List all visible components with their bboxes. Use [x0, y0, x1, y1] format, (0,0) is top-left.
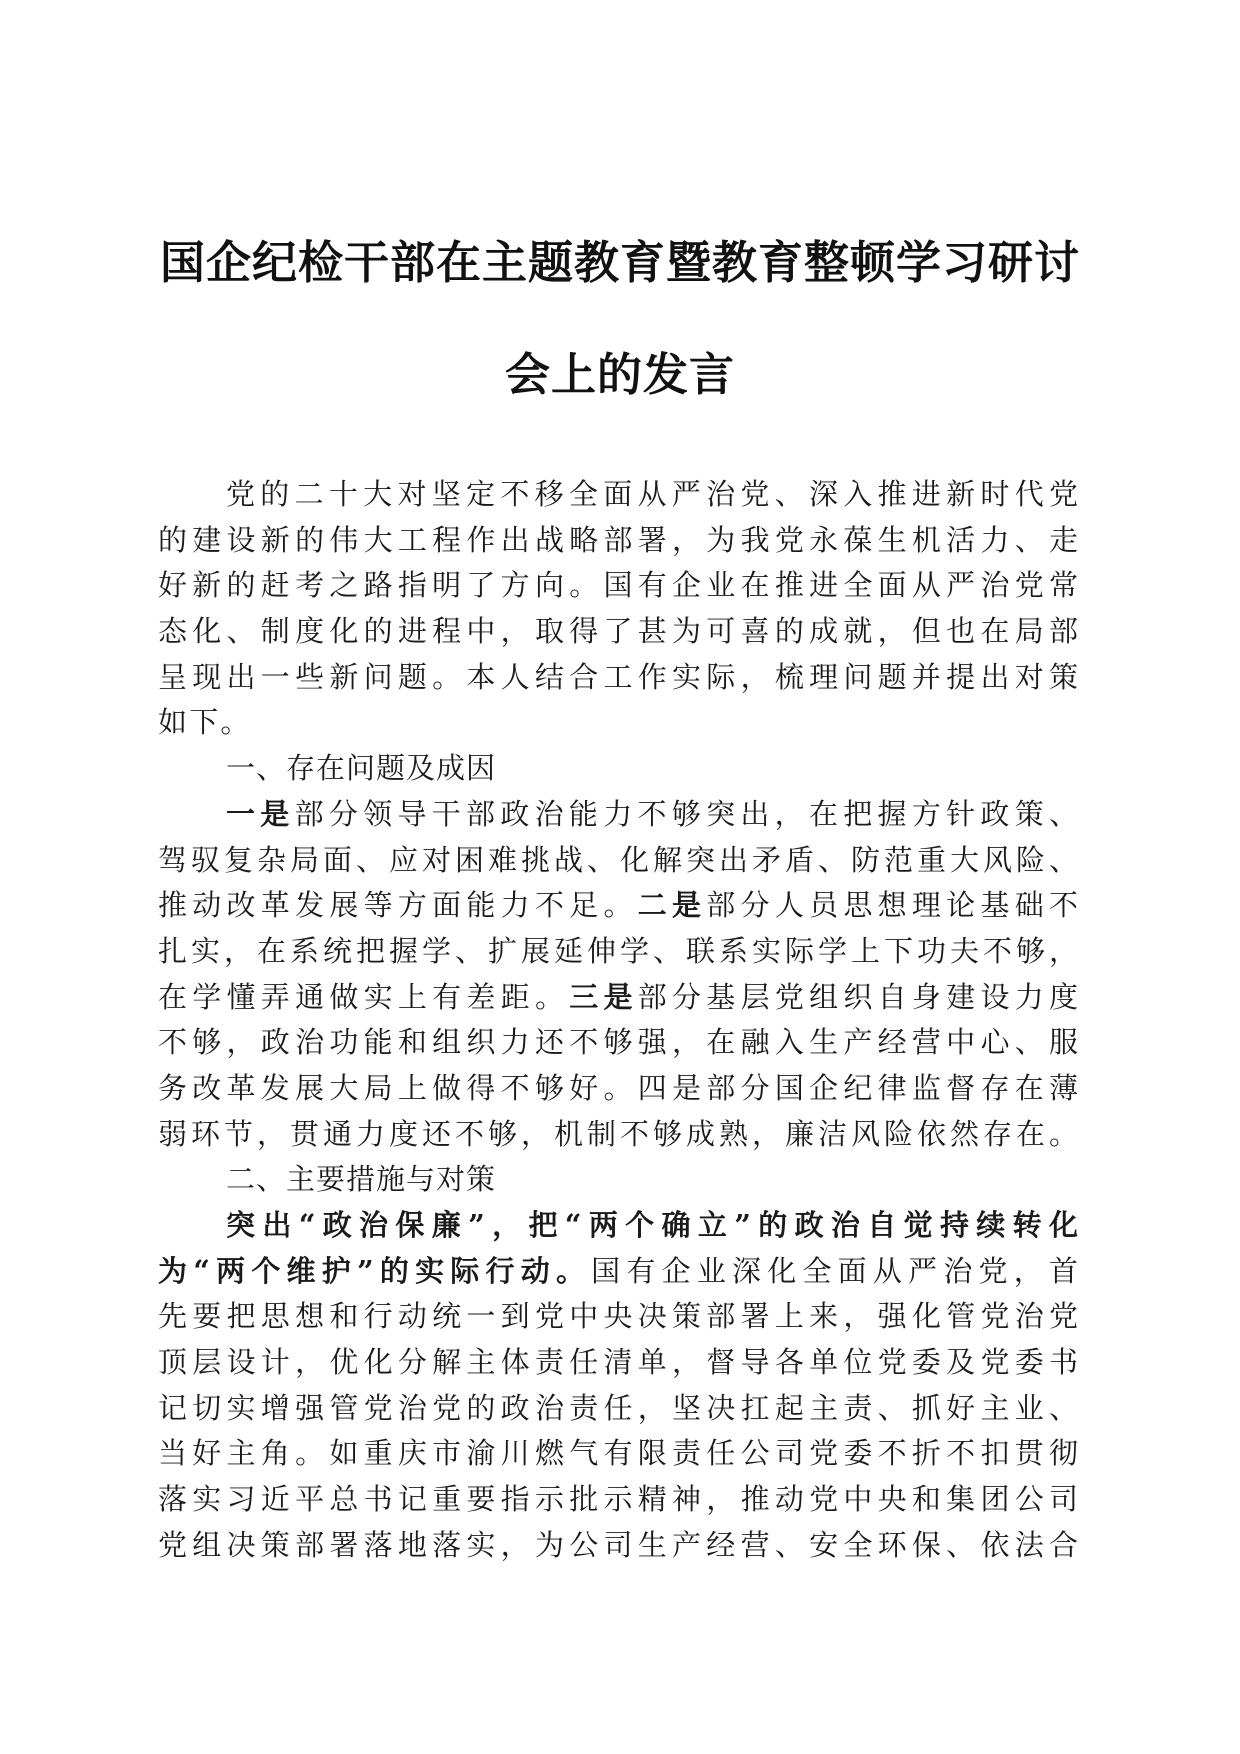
paragraph-line: 党组决策部署落地落实，为公司生产经营、安全环保、依法合: [158, 1527, 1078, 1562]
paragraph-line: 态化、制度化的进程中，取得了甚为可喜的成就，但也在局部: [158, 614, 1078, 649]
paragraph-line: 推动改革发展等方面能力不足。二是部分人员思想理论基础不: [158, 888, 1078, 923]
document-body: [158, 472, 1078, 1569]
paragraph-line: 先要把思想和行动统一到党中央决策部署上来，强化管党治党: [158, 1299, 1078, 1334]
section-heading: 一、存在问题及成因: [226, 751, 497, 786]
paragraph-line: 为“两个维护”的实际行动。国有企业深化全面从严治党，首: [158, 1253, 1078, 1288]
paragraph-line: 好新的赶考之路指明了方向。国有企业在推进全面从严治党常: [158, 568, 1078, 603]
paragraph-line: 记切实增强管党治党的政治责任，坚决扛起主责、抓好主业、: [158, 1390, 1078, 1425]
emphasis: 二是: [637, 888, 707, 923]
paragraph-line: 呈现出一些新问题。本人结合工作实际，梳理问题并提出对策: [158, 659, 1078, 694]
page-title-line-1: 国企纪检干部在主题教育暨教育整顿学习研讨: [159, 236, 1080, 289]
paragraph-line: 扎实，在系统把握学、扩展延伸学、联系实际学上下功夫不够，: [158, 933, 1078, 968]
emphasis: 为“两个维护”的实际行动。: [158, 1253, 592, 1288]
paragraph-line: 党的二十大对坚定不移全面从严治党、深入推进新时代党: [226, 477, 1078, 511]
paragraph-line: 一是部分领导干部政治能力不够突出，在把握方针政策、: [226, 796, 1078, 831]
paragraph-line: 在学懂弄通做实上有差距。三是部分基层党组织自身建设力度: [158, 979, 1078, 1014]
paragraph-line: 弱环节，贯通力度还不够，机制不够成熟，廉洁风险依然存在。: [158, 1116, 1078, 1151]
emphasis: 突出“政治保廉”，把“两个确立”的政治自觉持续转化: [226, 1208, 1078, 1242]
emphasis: 三是: [569, 979, 638, 1014]
paragraph-line: 如下。: [158, 705, 252, 740]
paragraph-line: 务改革发展大局上做得不够好。四是部分国企纪律监督存在薄: [158, 1070, 1078, 1105]
section-heading: 二、主要措施与对策: [226, 1162, 497, 1197]
paragraph-line: 顶层设计，优化分解主体责任清单，督导各单位党委及党委书: [158, 1345, 1078, 1380]
emphasis: 一是: [226, 796, 295, 831]
paragraph-line: 当好主角。如重庆市渝川燃气有限责任公司党委不折不扣贯彻: [158, 1436, 1078, 1471]
paragraph-line: 的建设新的伟大工程作出战略部署，为我党永葆生机活力、走: [158, 522, 1078, 557]
paragraph-line: [158, 1203, 1078, 1249]
page-title-line-2: 会上的发言: [504, 348, 735, 401]
paragraph-line: 不够，政治功能和组织力还不够强，在融入生产经营中心、服: [158, 1025, 1078, 1060]
paragraph-line: 落实习近平总书记重要指示批示精神，推动党中央和集团公司: [158, 1482, 1078, 1517]
paragraph-line: 驾驭复杂局面、应对困难挑战、化解突出矛盾、防范重大风险、: [158, 842, 1078, 877]
